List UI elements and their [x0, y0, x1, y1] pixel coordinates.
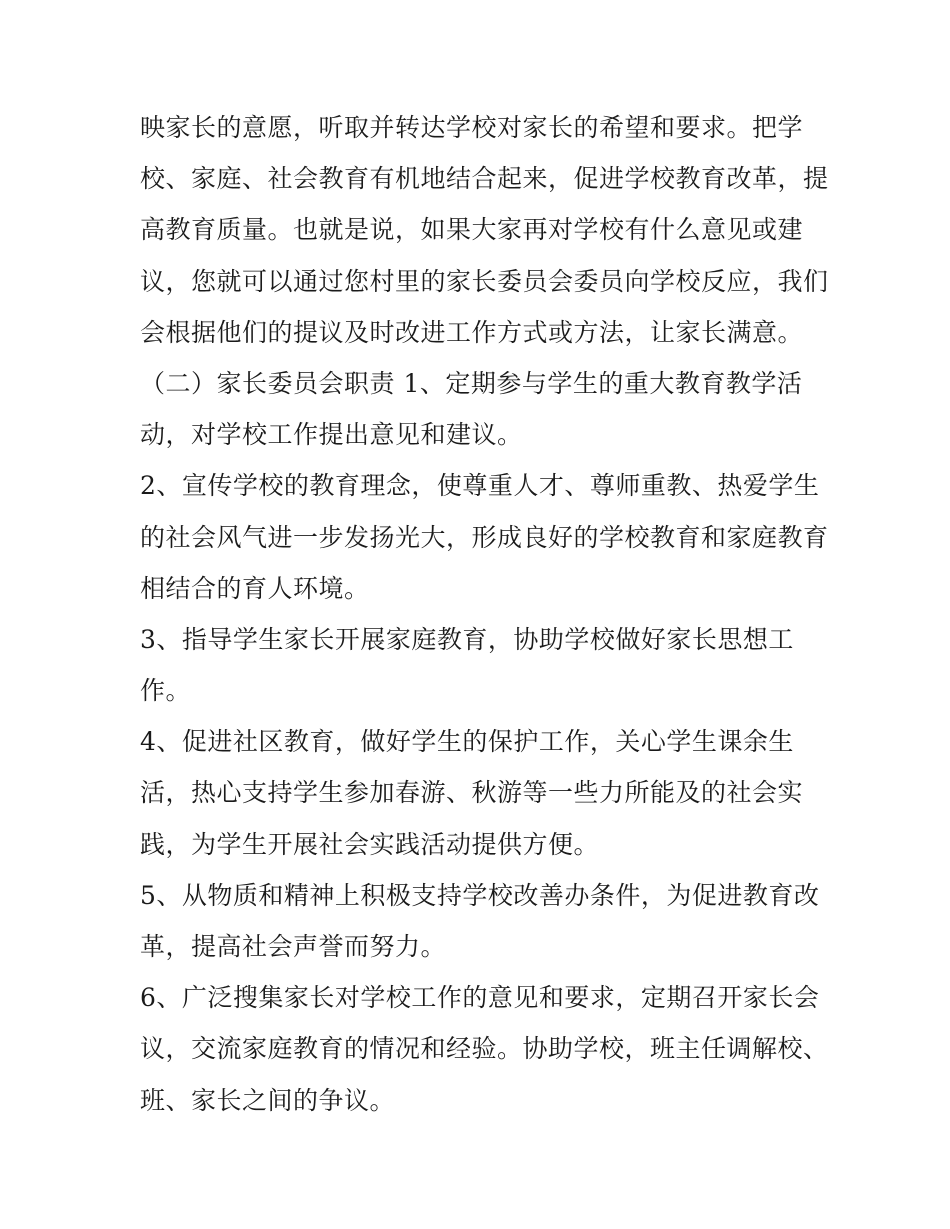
text-line: 映家长的意愿，听取并转达学校对家长的希望和要求。把学: [140, 113, 804, 142]
list-item-5-line: 5、从物质和精神上积极支持学校改善办条件，为促进教育改: [140, 880, 820, 910]
text-line: 议，您就可以通过您村里的家长委员会委员向学校反应，我们: [140, 266, 829, 296]
text-line: 的社会风气进一步发扬光大，形成良好的学校教育和家庭教育: [140, 522, 829, 552]
text-line: 活，热心支持学生参加春游、秋游等一些力所能及的社会实: [140, 778, 804, 808]
document-body: [140, 102, 830, 1126]
text-line: 班、家长之间的争议。: [140, 1085, 396, 1115]
text-line: 动，对学校工作提出意见和建议。: [140, 420, 523, 450]
text-line: 作。: [140, 676, 192, 706]
text-line: 相结合的育人环境。: [140, 573, 370, 603]
text-line: 议，交流家庭教育的情况和经验。协助学校，班主任调解校、: [140, 1034, 829, 1064]
list-item-6-line: 6、广泛搜集家长对学校工作的意见和要求，定期召开家长会: [140, 983, 820, 1013]
text-line: 践，为学生开展社会实践活动提供方便。: [140, 829, 600, 859]
list-item-2-line: 2、宣传学校的教育理念，使尊重人才、尊师重教、热爱学生: [140, 471, 820, 501]
list-item-4-line: 4、促进社区教育，做好学生的保护工作，关心学生课余生: [140, 727, 794, 757]
list-item-3-line: 3、指导学生家长开展家庭教育，协助学校做好家长思想工: [140, 624, 794, 654]
section-heading-line: （二）家长委员会职责 1、定期参与学生的重大教育教学活: [140, 368, 803, 398]
text-line: 高教育质量。也就是说，如果大家再对学校有什么意见或建: [140, 215, 804, 245]
text-line: 校、家庭、社会教育有机地结合起来，促进学校教育改革，提: [140, 164, 829, 194]
text-line: 会根据他们的提议及时改进工作方式或方法，让家长满意。: [140, 317, 804, 347]
text-line: 革，提高社会声誉而努力。: [140, 932, 447, 961]
